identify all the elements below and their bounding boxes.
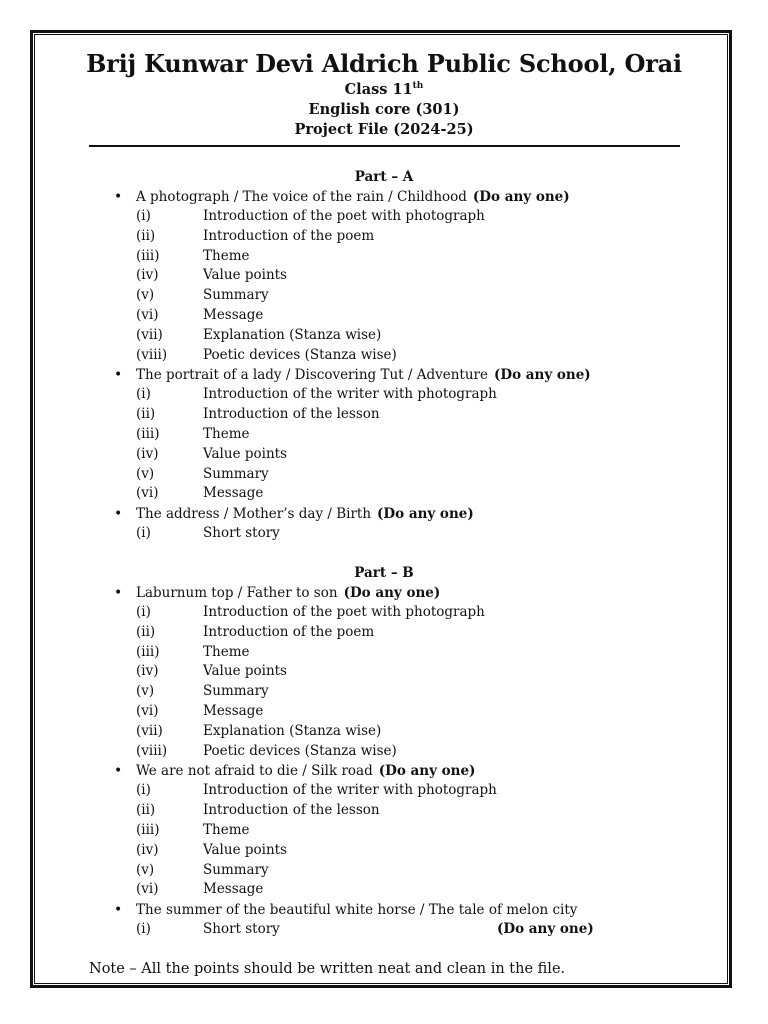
item-number: (iv) xyxy=(136,663,159,680)
do-any-one-note: (Do any one) xyxy=(378,763,476,780)
topic-title: Laburnum top / Father to son xyxy=(136,584,338,601)
part-b-heading: Part – B xyxy=(354,564,414,581)
item-text: Value points xyxy=(203,445,287,462)
item-text: Value points xyxy=(203,663,287,680)
class-text: Class 11 xyxy=(344,81,413,98)
list-item xyxy=(0,662,768,682)
list-item xyxy=(0,742,768,762)
list-item xyxy=(0,227,768,247)
bullet-topic xyxy=(0,900,768,920)
item-text: Message xyxy=(203,306,264,323)
item-number: (iii) xyxy=(136,247,160,264)
item-text: Short story xyxy=(203,921,280,938)
bullet-topic xyxy=(0,761,768,781)
list-item xyxy=(0,682,768,702)
bullet-topic xyxy=(0,583,768,603)
item-text: Theme xyxy=(203,425,250,442)
item-text: Introduction of the writer with photograph xyxy=(203,386,497,403)
item-text: Value points xyxy=(203,267,287,284)
item-number: (vii) xyxy=(136,722,163,739)
item-text: Introduction of the poem xyxy=(203,623,375,640)
item-number: (vi) xyxy=(136,881,159,898)
list-item xyxy=(0,266,768,286)
item-number: (vi) xyxy=(136,702,159,719)
item-number: (ii) xyxy=(136,802,156,819)
item-number: (vi) xyxy=(136,306,159,323)
item-number: (iii) xyxy=(136,643,160,660)
topic-title: The address / Mother’s day / Birth xyxy=(136,506,372,523)
do-any-one-note: (Do any one) xyxy=(497,921,594,938)
school-name: Brij Kunwar Devi Aldrich Public School, Orai xyxy=(86,49,682,78)
item-text: Message xyxy=(203,485,264,502)
item-text: Theme xyxy=(203,821,250,838)
item-number: (v) xyxy=(136,465,155,482)
list-item xyxy=(0,801,768,821)
item-text: Summary xyxy=(203,287,269,304)
item-number: (viii) xyxy=(136,742,168,759)
list-item xyxy=(0,623,768,643)
do-any-one-note: (Do any one) xyxy=(472,189,570,205)
list-item xyxy=(0,306,768,326)
item-text: Summary xyxy=(203,861,269,878)
list-item xyxy=(0,643,768,663)
do-any-one-note: (Do any one) xyxy=(377,506,474,523)
item-number: (ii) xyxy=(136,623,156,640)
do-any-one-note: (Do any one) xyxy=(493,367,591,384)
topic-title: The summer of the beautiful white horse / The tale of melon city xyxy=(136,902,578,919)
list-item xyxy=(0,920,768,940)
item-number: (iv) xyxy=(136,445,159,462)
list-item xyxy=(0,445,768,465)
item-number: (i) xyxy=(136,921,151,938)
part-b-section xyxy=(0,563,768,940)
item-number: (ii) xyxy=(136,406,156,423)
document-header xyxy=(0,48,768,140)
item-number: (v) xyxy=(136,287,155,304)
item-number: (iv) xyxy=(136,841,159,858)
subject-line: English core (301) xyxy=(308,101,460,118)
item-text: Short story xyxy=(203,525,280,542)
list-item xyxy=(0,821,768,841)
project-line: Project File (2024-25) xyxy=(294,121,474,138)
list-item xyxy=(0,861,768,881)
class-suffix: th xyxy=(412,81,424,92)
item-number: (v) xyxy=(136,683,155,700)
list-item xyxy=(0,346,768,366)
item-number: (vi) xyxy=(136,485,159,502)
item-text: Explanation (Stanza wise) xyxy=(203,326,382,343)
item-text: Value points xyxy=(203,841,287,858)
do-any-one-note: (Do any one) xyxy=(343,584,441,601)
item-number: (vii) xyxy=(136,326,163,343)
item-text: Introduction of the lesson xyxy=(203,802,380,819)
item-text: Summary xyxy=(203,465,269,482)
list-item xyxy=(0,603,768,623)
list-item xyxy=(0,702,768,722)
item-number: (iv) xyxy=(136,267,159,284)
item-text: Poetic devices (Stanza wise) xyxy=(203,742,397,759)
list-item xyxy=(0,841,768,861)
item-number: (v) xyxy=(136,861,155,878)
list-item xyxy=(0,722,768,742)
bullet-topic xyxy=(0,365,768,385)
list-item xyxy=(0,207,768,227)
item-text: Introduction of the writer with photograph xyxy=(203,782,497,799)
list-item xyxy=(0,524,768,544)
topic-title: A photograph / The voice of the rain / Childhood xyxy=(136,189,467,205)
item-text: Introduction of the poem xyxy=(203,227,375,244)
item-text: Message xyxy=(203,881,264,898)
item-number: (viii) xyxy=(136,346,168,363)
item-text: Summary xyxy=(203,683,269,700)
item-number: (i) xyxy=(136,386,151,403)
footer-note: Note – All the points should be written neat and clean in the file. xyxy=(89,961,566,977)
item-text: Theme xyxy=(203,643,250,660)
list-item xyxy=(0,465,768,485)
item-number: (ii) xyxy=(136,227,156,244)
list-item xyxy=(0,880,768,900)
list-item xyxy=(0,781,768,801)
item-text: Introduction of the lesson xyxy=(203,406,380,423)
item-number: (i) xyxy=(136,603,151,620)
bullet-topic xyxy=(0,187,768,207)
item-text: Introduction of the poet with photograph xyxy=(203,208,485,224)
item-text: Introduction of the poet with photograph xyxy=(203,603,485,620)
item-number: (i) xyxy=(136,525,151,542)
topic-title: The portrait of a lady / Discovering Tut / Adventure xyxy=(136,367,488,384)
item-text: Message xyxy=(203,702,264,719)
list-item xyxy=(0,326,768,346)
list-item xyxy=(0,247,768,267)
list-item xyxy=(0,484,768,504)
part-a-section xyxy=(0,167,768,544)
item-text: Theme xyxy=(203,247,250,264)
class-line xyxy=(0,80,768,100)
list-item xyxy=(0,405,768,425)
section-gap xyxy=(0,544,768,563)
item-number: (iii) xyxy=(136,821,160,838)
document-body xyxy=(0,167,768,940)
header-divider xyxy=(89,145,680,147)
list-item xyxy=(0,425,768,445)
item-number: (iii) xyxy=(136,425,160,442)
list-item xyxy=(0,385,768,405)
item-text: Explanation (Stanza wise) xyxy=(203,722,382,739)
bullet-topic xyxy=(0,504,768,524)
list-item xyxy=(0,286,768,306)
part-a-heading: Part – A xyxy=(354,169,414,185)
item-text: Poetic devices (Stanza wise) xyxy=(203,346,397,363)
item-number: (i) xyxy=(136,208,151,224)
topic-title: We are not afraid to die / Silk road xyxy=(136,763,373,780)
item-number: (i) xyxy=(136,782,151,799)
